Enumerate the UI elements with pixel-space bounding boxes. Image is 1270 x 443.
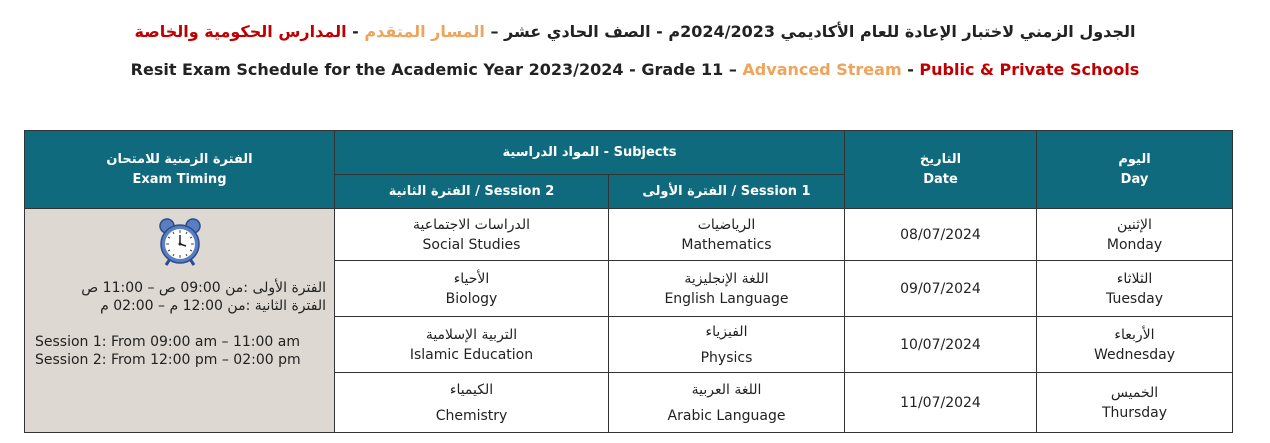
header-session-2: الفترة الثانية / Session 2 bbox=[335, 175, 609, 209]
subject-ar: اللغة العربية bbox=[691, 381, 762, 398]
day-en: Tuesday bbox=[1106, 290, 1163, 307]
header-day bbox=[1037, 131, 1233, 209]
timing-en-session-2: Session 2: From 12:00 pm – 02:00 pm bbox=[35, 352, 301, 368]
header-date-ar: التاريخ bbox=[919, 151, 962, 167]
header-day-en: Day bbox=[1120, 171, 1149, 187]
subject-en: Arabic Language bbox=[667, 407, 786, 424]
timing-ar-session-2: الفترة الثانية :من 12:00 م – 02:00 م bbox=[100, 298, 326, 314]
title-english bbox=[0, 60, 1270, 79]
header-subjects: المواد الدراسية - Subjects bbox=[335, 131, 845, 175]
session-1-subject bbox=[609, 261, 845, 317]
timing-english bbox=[25, 333, 334, 369]
subject-en: English Language bbox=[664, 290, 789, 307]
day-ar: الإثنين bbox=[1117, 216, 1152, 233]
day-ar: الثلاثاء bbox=[1116, 270, 1153, 287]
day-cell bbox=[1037, 209, 1233, 261]
session-2-subject bbox=[335, 261, 609, 317]
timing-ar-session-1: الفترة الأولى :من 09:00 ص – 11:00 ص bbox=[81, 280, 326, 296]
day-ar: الخميس bbox=[1110, 384, 1159, 401]
title-ar-separator: - bbox=[352, 22, 359, 41]
subject-ar: الدراسات الاجتماعية bbox=[413, 216, 530, 233]
day-cell bbox=[1037, 261, 1233, 317]
title-en-schools: Public & Private Schools bbox=[919, 60, 1140, 79]
timing-arabic bbox=[25, 279, 334, 315]
day-cell bbox=[1037, 373, 1233, 433]
subject-en: Social Studies bbox=[422, 236, 521, 253]
session-2-subject bbox=[335, 373, 609, 433]
day-cell bbox=[1037, 317, 1233, 373]
schedule-table bbox=[24, 130, 1233, 433]
date-cell: 09/07/2024 bbox=[845, 261, 1037, 317]
subject-ar: الرياضيات bbox=[697, 216, 756, 233]
header-day-ar: اليوم bbox=[1118, 151, 1151, 167]
header-timing-en: Exam Timing bbox=[132, 171, 227, 187]
title-en-stream: Advanced Stream bbox=[742, 60, 902, 79]
header-date bbox=[845, 131, 1037, 209]
subject-en: Mathematics bbox=[681, 236, 772, 253]
title-en-separator: - bbox=[907, 60, 914, 79]
header-exam-timing bbox=[25, 131, 335, 209]
session-1-subject bbox=[609, 317, 845, 373]
alarm-clock-icon bbox=[152, 217, 208, 267]
session-1-subject bbox=[609, 373, 845, 433]
title-ar-main: الجدول الزمني لاختبار الإعادة للعام الأكاديمي 2024/2023م - الصف الحادي عشر – bbox=[490, 22, 1136, 41]
subject-ar: الأحياء bbox=[453, 270, 490, 287]
subject-ar: الكيمياء bbox=[449, 381, 494, 398]
subject-ar: اللغة الإنجليزية bbox=[684, 270, 769, 287]
date-cell: 08/07/2024 bbox=[845, 209, 1037, 261]
date-cell: 10/07/2024 bbox=[845, 317, 1037, 373]
exam-timing-cell bbox=[25, 209, 335, 433]
title-en-main: Resit Exam Schedule for the Academic Year 2023/2024 - Grade 11 – bbox=[130, 60, 737, 79]
day-en: Thursday bbox=[1101, 404, 1168, 421]
table-row bbox=[25, 209, 1233, 261]
title-arabic bbox=[0, 22, 1270, 41]
session-1-subject bbox=[609, 209, 845, 261]
subject-en: Islamic Education bbox=[409, 346, 534, 363]
header-session-1: الفترة الأولى / Session 1 bbox=[609, 175, 845, 209]
header-timing-ar: الفترة الزمنية للامتحان bbox=[106, 151, 253, 167]
day-ar: الأربعاء bbox=[1114, 326, 1155, 343]
subject-en: Biology bbox=[445, 290, 498, 307]
subject-en: Chemistry bbox=[435, 407, 508, 424]
day-en: Monday bbox=[1106, 236, 1163, 253]
subject-ar: الفيزياء bbox=[705, 323, 748, 340]
day-en: Wednesday bbox=[1093, 346, 1176, 363]
timing-en-session-1: Session 1: From 09:00 am – 11:00 am bbox=[35, 334, 301, 350]
title-ar-schools: المدارس الحكومية والخاصة bbox=[134, 22, 347, 41]
title-ar-stream: المسار المتقدم bbox=[364, 22, 485, 41]
date-cell: 11/07/2024 bbox=[845, 373, 1037, 433]
header-date-en: Date bbox=[923, 171, 958, 187]
session-2-subject bbox=[335, 209, 609, 261]
session-2-subject bbox=[335, 317, 609, 373]
subject-en: Physics bbox=[700, 349, 753, 366]
subject-ar: التربية الإسلامية bbox=[425, 326, 518, 343]
